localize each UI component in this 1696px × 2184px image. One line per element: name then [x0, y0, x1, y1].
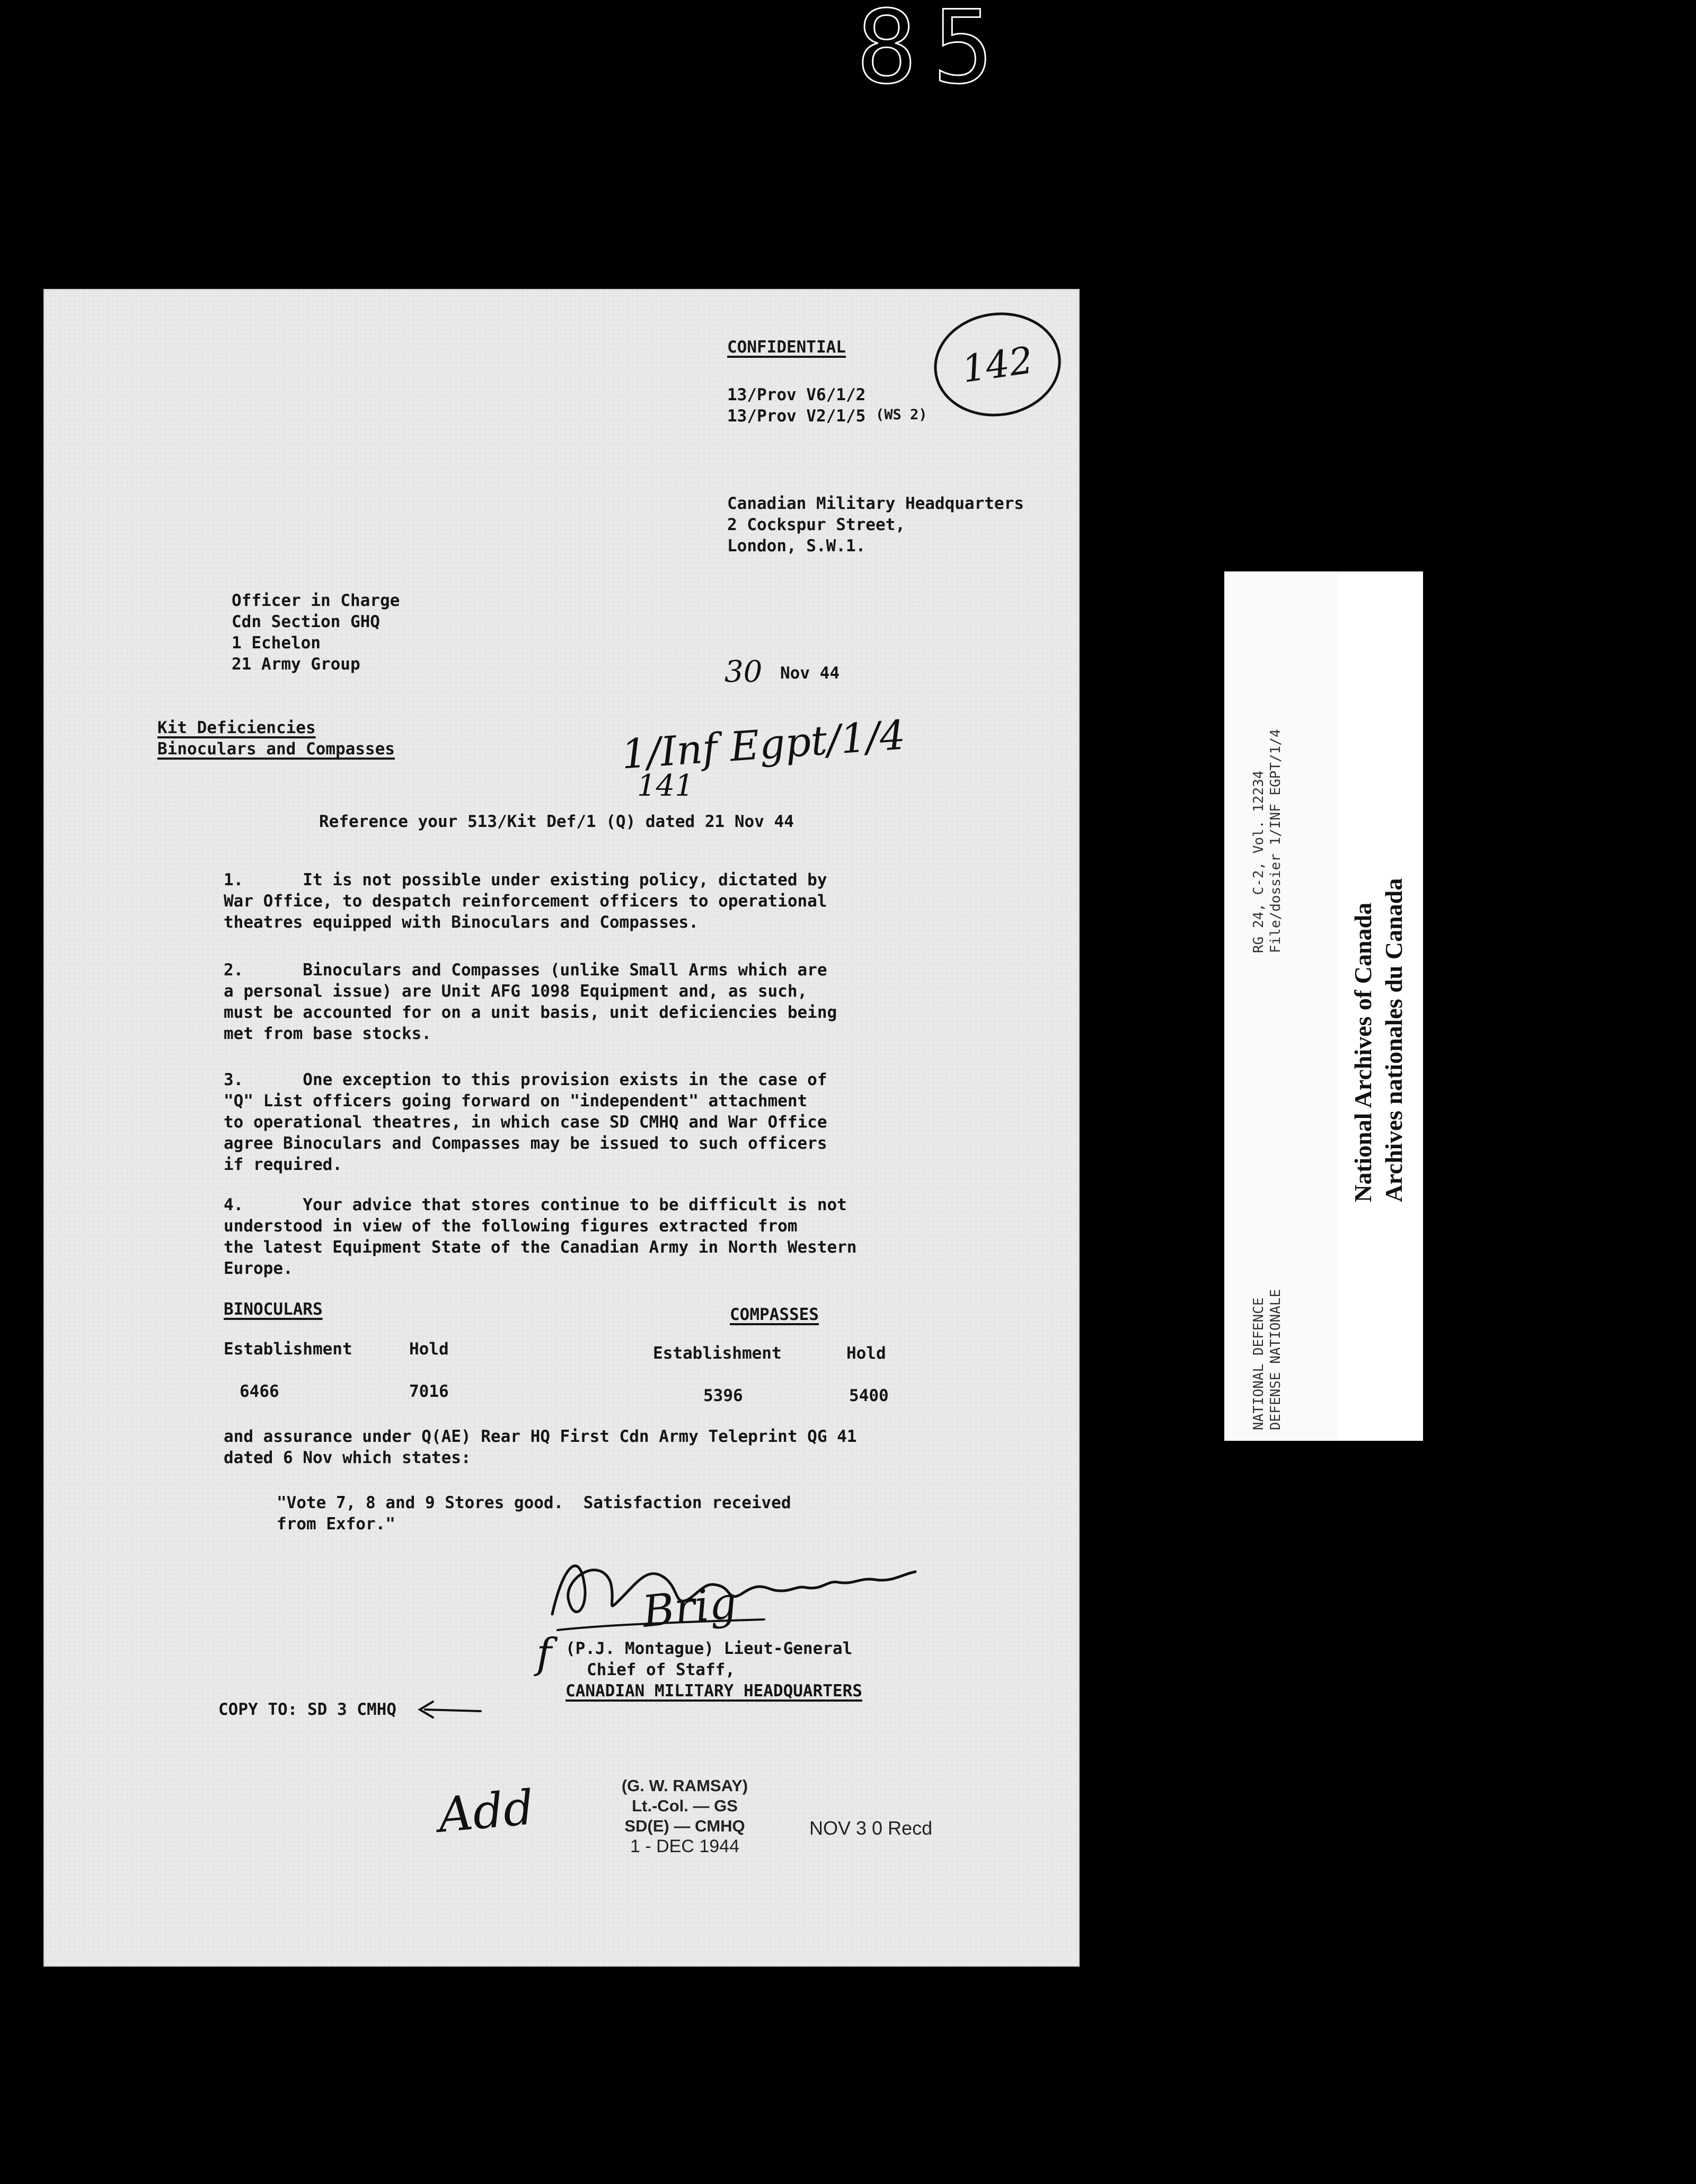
paragraph-4 [224, 1194, 976, 1279]
copy-to: COPY TO: SD 3 CMHQ [218, 1700, 396, 1719]
archive-name-fr: Archives nationales du Canada [1380, 878, 1407, 1202]
paragraph-line: agree Binoculars and Compasses may be issued to such officers [224, 1134, 827, 1153]
binoculars-hold-label: Hold [409, 1340, 449, 1359]
recipient-line: 1 Echelon [232, 633, 321, 653]
paragraph-line: theatres equipped with Binoculars and Compasses. [224, 913, 699, 932]
file-ref-2: 13/Prov V2/1/5 [727, 407, 866, 426]
letter-date: Nov 44 [780, 664, 840, 683]
recipient-line: 21 Army Group [232, 655, 360, 674]
handwritten-note: Add [436, 1780, 536, 1844]
paragraph-line: 3. One exception to this provision exists in the case of [224, 1070, 827, 1089]
sender-line: Canadian Military Headquarters [727, 494, 1024, 513]
paragraph-2 [224, 959, 976, 1044]
paragraph-line: 1. It is not possible under existing policy, dictated by [224, 870, 827, 890]
ws-note: (WS 2) [876, 407, 928, 423]
sender-address [727, 493, 1024, 557]
binoculars-heading: BINOCULARS [224, 1300, 323, 1319]
recipient-line: Cdn Section GHQ [232, 612, 380, 631]
binoculars-establishment-value: 6466 [240, 1382, 279, 1401]
paragraph-line: the latest Equipment State of the Canadian Army in North Western [224, 1238, 857, 1257]
handwritten-rank: Brig [640, 1577, 739, 1638]
signature-org: CANADIAN MILITARY HEADQUARTERS [566, 1681, 862, 1701]
handwritten-initial: f [536, 1630, 552, 1678]
quote-line: from Exfor." [277, 1514, 395, 1534]
compasses-establishment-value: 5396 [703, 1386, 743, 1405]
paragraph-line: Europe. [224, 1259, 293, 1278]
paragraph-line: if required. [224, 1155, 342, 1174]
classification: CONFIDENTIAL [727, 338, 846, 357]
quoted-message [277, 1492, 1029, 1535]
reference-line: Reference your 513/Kit Def/1 (Q) dated 21 Nov 44 [319, 812, 794, 831]
paragraph-line: War Office, to despatch reinforcement officers to operational [224, 892, 827, 911]
paragraph-line: must be accounted for on a unit basis, unit deficiencies being [224, 1003, 837, 1022]
subject [157, 717, 395, 760]
stamp-rank: Lt.-Col. — GS [632, 1796, 738, 1815]
quote-line: "Vote 7, 8 and 9 Stores good. Satisfaction received [277, 1493, 791, 1512]
ramsay-stamp [584, 1776, 785, 1856]
binoculars-establishment-label: Establishment [224, 1340, 352, 1359]
compasses-establishment-label: Establishment [653, 1344, 782, 1363]
archival-reference-line: RG 24, C-2, Vol. 12234 [1251, 770, 1267, 953]
paragraph-line: understood in view of the following figures extracted from [224, 1217, 798, 1236]
assurance-line: dated 6 Nov which states: [224, 1448, 471, 1467]
paragraph-1 [224, 869, 976, 933]
handwritten-date-day: 30 [725, 655, 763, 689]
subject-line: Kit Deficiencies [157, 718, 316, 737]
paragraph-line: to operational theatres, in which case SD CMHQ and War Office [224, 1113, 827, 1132]
file-references [727, 384, 865, 427]
department-line: DEFENSE NATIONALE [1268, 1289, 1284, 1430]
archival-reference-strip [1224, 571, 1346, 1441]
frame-number: 85 [856, 0, 1010, 106]
paragraph-line: met from base stocks. [224, 1024, 431, 1043]
compasses-heading: COMPASSES [730, 1305, 819, 1324]
sender-line: London, S.W.1. [727, 536, 866, 556]
paragraph-3 [224, 1069, 976, 1175]
stamp-date: 1 - DEC 1944 [630, 1836, 739, 1856]
folio-number: 142 [928, 304, 1068, 425]
sender-line: 2 Cockspur Street, [727, 515, 905, 534]
file-ref-1: 13/Prov V6/1/2 [727, 385, 866, 404]
paragraph-line: 4. Your advice that stores continue to be difficult is not [224, 1195, 847, 1214]
signature-block [566, 1638, 862, 1702]
handwritten-folio: 141 [637, 769, 694, 803]
subject-line: Binoculars and Compasses [157, 739, 395, 759]
paragraph-line: "Q" List officers going forward on "independent" attachment [224, 1091, 808, 1111]
recipient-line: Officer in Charge [232, 591, 400, 610]
signature-name: (P.J. Montague) Lieut-General [566, 1639, 853, 1658]
document-page [43, 289, 1080, 1967]
department-line: NATIONAL DEFENCE [1251, 1297, 1267, 1430]
compasses-hold-label: Hold [846, 1344, 886, 1363]
paragraph-line: 2. Binoculars and Compasses (unlike Small Arms which are [224, 961, 827, 980]
stamp-unit: SD(E) — CMHQ [624, 1817, 745, 1835]
national-archives-label [1338, 571, 1423, 1441]
compasses-hold-value: 5400 [849, 1386, 889, 1405]
handwritten-file-ref: 1/Inf Egpt/1/4 [620, 711, 907, 778]
assurance-line: and assurance under Q(AE) Rear HQ First Cdn Army Teleprint QG 41 [224, 1427, 857, 1446]
archival-reference-line: File/dossier 1/INF EGPT/1/4 [1268, 729, 1284, 953]
paragraph-line: a personal issue) are Unit AFG 1098 Equipment and, as such, [224, 982, 808, 1001]
received-stamp: NOV 3 0 Recd [809, 1817, 933, 1839]
recipient-address [232, 590, 400, 675]
binoculars-hold-value: 7016 [409, 1382, 449, 1401]
signature-title: Chief of Staff, [587, 1660, 735, 1679]
assurance-text [224, 1426, 976, 1468]
arrow-icon [414, 1696, 483, 1723]
archive-name-en: National Archives of Canada [1349, 902, 1376, 1202]
stamp-name: (G. W. RAMSAY) [621, 1776, 748, 1795]
